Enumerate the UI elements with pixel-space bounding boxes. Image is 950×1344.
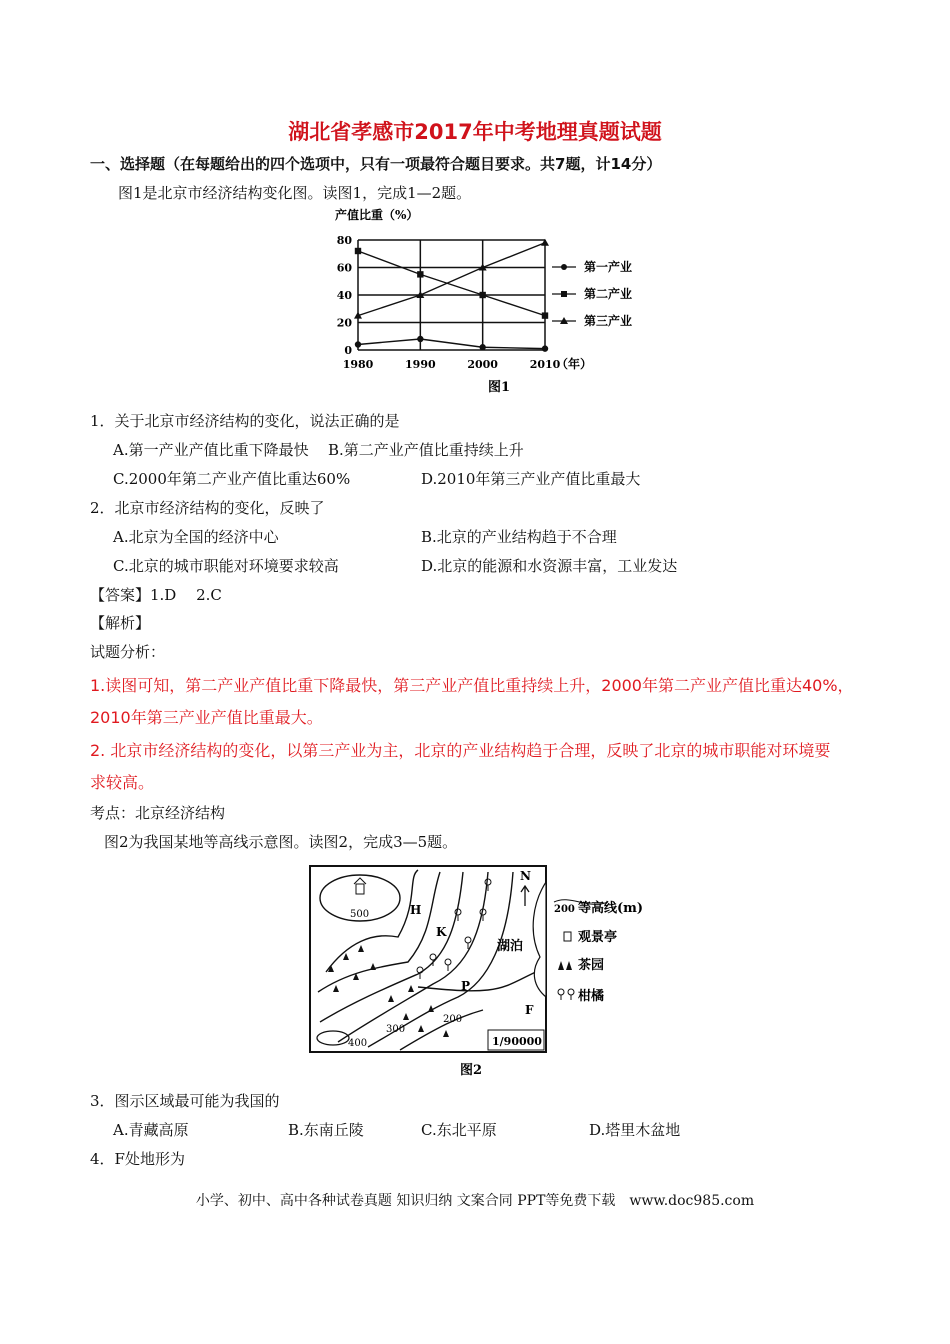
figure-2-map xyxy=(308,862,658,1080)
contour-label-400: 400 xyxy=(348,1038,368,1049)
map-label-p: P xyxy=(461,979,471,993)
chart-legend-label: 第二产业 xyxy=(584,287,633,301)
analysis-label: 【解析】 xyxy=(90,614,151,632)
q2-option-a: A.北京为全国的经济中心 xyxy=(113,528,279,546)
legend-contour: 等高线(m) xyxy=(578,901,644,916)
map-label-north: N xyxy=(520,869,531,883)
q2-option-b: B.北京的产业结构趋于不合理 xyxy=(421,528,617,546)
q4-stem: 4．F处地形为 xyxy=(90,1150,185,1168)
chart-point-square xyxy=(542,312,548,318)
legend-pavilion: 观景亭 xyxy=(578,930,618,945)
map-label-lake: 湖泊 xyxy=(497,939,524,954)
analysis-red-2b: 求较高。 xyxy=(90,773,155,792)
legend-citrus: 柑橘 xyxy=(578,989,605,1004)
legend-tea: 茶园 xyxy=(578,958,605,973)
chart-legend-label: 第三产业 xyxy=(584,314,633,328)
section-heading: 一、选择题（在每题给出的四个选项中，只有一项最符合题目要求。共7题，计14分） xyxy=(90,155,662,173)
analysis-red-1b: 2010年第三产业产值比重最大。 xyxy=(90,708,323,727)
chart-series-line xyxy=(358,339,545,349)
q3-option-c: C.东北平原 xyxy=(421,1121,497,1139)
page-footer: 小学、初中、高中各种试卷真题 知识归纳 文案合同 PPT等免费下载 www.doc985.com xyxy=(195,1193,755,1209)
q1-option-d: D.2010年第三产业产值比重最大 xyxy=(421,470,641,488)
map-label-f: F xyxy=(525,1003,534,1017)
chart-point-square xyxy=(417,271,423,277)
chart-legend-label: 第一产业 xyxy=(584,260,633,274)
chart-title: 图1 xyxy=(488,380,511,395)
chart-xlabel: （年） xyxy=(556,357,593,371)
analysis-red-1a: 1.读图可知，第二产业产值比重下降最快，第三产业产值比重持续上升，2000年第二产业产值比重达40%， xyxy=(90,676,854,695)
analysis-subheading: 试题分析： xyxy=(90,643,166,661)
contour-label-500: 500 xyxy=(350,909,370,920)
chart-ytick-label: 80 xyxy=(336,234,352,247)
figure-1-chart xyxy=(330,205,650,400)
north-arrow-icon xyxy=(521,886,529,906)
q2-option-d: D.北京的能源和水资源丰富，工业发达 xyxy=(421,557,678,575)
page-title: 湖北省孝感市2017年中考地理真题试题 xyxy=(288,120,662,144)
q3-option-d: D.塔里木盆地 xyxy=(589,1121,681,1139)
chart-ytick-label: 60 xyxy=(336,261,352,275)
legend-tea-icon xyxy=(558,961,572,970)
contour-label-200: 200 xyxy=(443,1014,463,1025)
citrus-marks xyxy=(417,879,491,979)
q3-stem: 3．图示区域最可能为我国的 xyxy=(90,1092,280,1110)
chart-point-circle xyxy=(479,344,485,350)
chart-point-circle xyxy=(355,341,361,347)
chart-xtick-label: 1990 xyxy=(405,358,436,371)
chart-ylabel: 产值比重（%） xyxy=(335,208,419,222)
q1-option-c: C.2000年第二产业产值比重达60% xyxy=(113,470,351,488)
chart-legend-marker xyxy=(561,291,567,297)
contour-label-300: 300 xyxy=(386,1024,406,1035)
intro-figure-1: 图1是北京市经济结构变化图。读图1，完成1—2题。 xyxy=(118,184,472,202)
map-label-h: H xyxy=(410,903,422,917)
chart-ytick-label: 20 xyxy=(336,316,352,330)
chart-ytick-label: 0 xyxy=(344,344,352,357)
map-label-k: K xyxy=(436,925,447,939)
intro-figure-2: 图2为我国某地等高线示意图。读图2，完成3—5题。 xyxy=(104,833,458,851)
chart-xtick-label: 1980 xyxy=(342,358,374,371)
legend-citrus-icon xyxy=(558,989,574,1000)
chart-ytick-label: 40 xyxy=(336,289,352,302)
legend-pavilion-icon xyxy=(564,932,571,941)
q1-stem: 1．关于北京市经济结构的变化，说法正确的是 xyxy=(90,412,400,430)
q1-option-a: A.第一产业产值比重下降最快 xyxy=(113,441,309,459)
chart-point-square xyxy=(479,292,485,298)
q1-option-b: B.第二产业产值比重持续上升 xyxy=(328,441,524,459)
chart-series-line xyxy=(358,243,545,316)
chart-point-square xyxy=(355,248,361,254)
q2-stem: 2．北京市经济结构的变化，反映了 xyxy=(90,499,325,517)
kaodian-line: 考点：北京经济结构 xyxy=(90,804,226,822)
q2-option-c: C.北京的城市职能对环境要求较高 xyxy=(113,557,339,575)
q3-option-a: A.青藏高原 xyxy=(113,1121,189,1139)
chart-point-circle xyxy=(417,336,423,342)
q3-option-b: B.东南丘陵 xyxy=(288,1121,364,1139)
analysis-red-2a: 2. 北京市经济结构的变化，以第三产业为主，北京的产业结构趋于合理，反映了北京的城市职能对环境要 xyxy=(90,741,831,760)
chart-point-circle xyxy=(542,345,548,351)
answer-line: 【答案】1.D 2.C xyxy=(90,586,222,604)
chart-legend-marker xyxy=(561,264,567,270)
chart-xtick-label: 2000 xyxy=(467,358,498,371)
map-caption: 图2 xyxy=(460,1063,483,1078)
chart-xtick-label: 2010 xyxy=(529,358,561,371)
legend-contour-value: 200 xyxy=(554,904,575,915)
map-scale: 1/90000 xyxy=(492,1035,542,1048)
